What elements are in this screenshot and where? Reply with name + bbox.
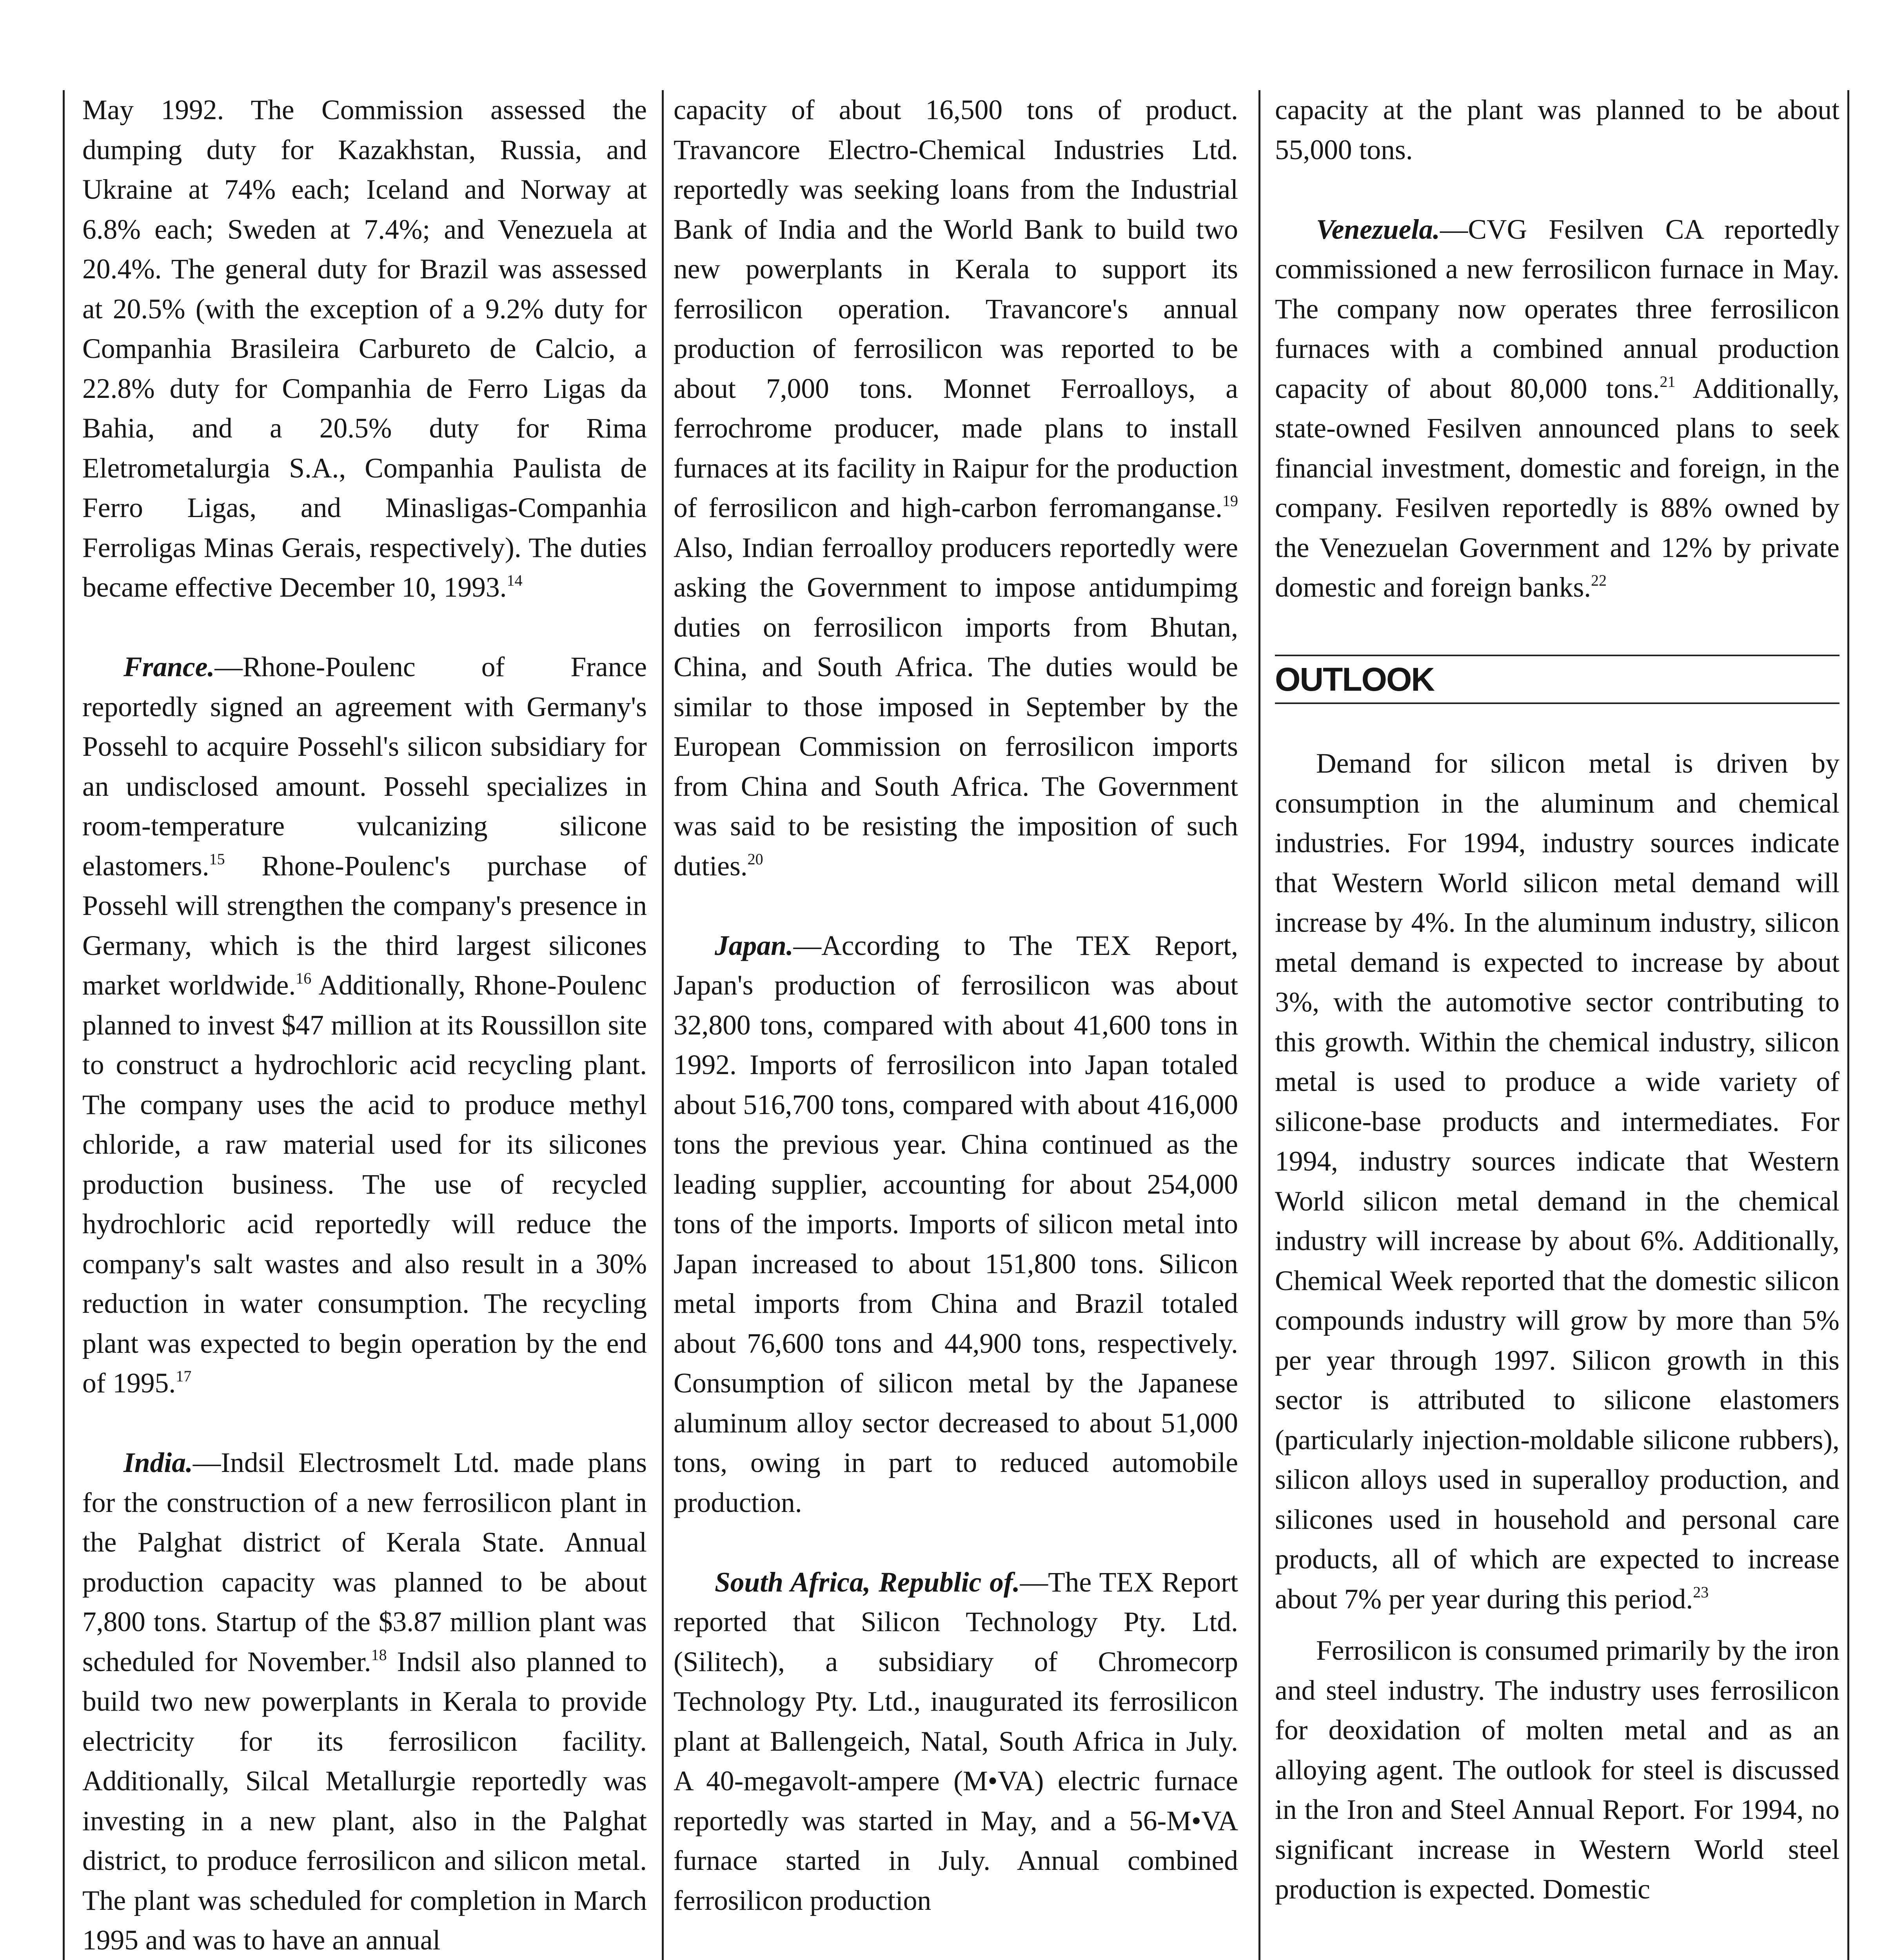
column-3 — [1275, 90, 1839, 1909]
footnote-ref: 23 — [1693, 1583, 1709, 1601]
column-rule-right — [1847, 90, 1849, 1960]
section-heading-india: India. — [123, 1447, 193, 1478]
footnote-ref: 20 — [747, 850, 763, 868]
column-rule-center-left — [662, 90, 664, 1960]
outlook-ferrosilicon-paragraph: Ferrosilicon is consumed primarily by the iron and steel industry. The industry uses ferrosilicon for deoxidation of molten metal and as an alloying agent. The outlook for steel is discussed in the Iron and Steel Annual Report. For 1994, no significant increase in Western World steel production is expected. Domestic — [1275, 1635, 1839, 1905]
footnote-ref: 14 — [507, 572, 523, 589]
section-heading-south-africa: South Africa, Republic of. — [715, 1566, 1020, 1598]
footnote-ref: 19 — [1222, 492, 1238, 510]
footnote-ref: 16 — [296, 969, 312, 987]
india-continued-paragraph: capacity of about 16,500 tons of product. Travancore Electro-Chemical Industries Ltd. reportedly was seeking loans from the Industrial Bank of India and the World Bank to build two new powerplants in Kerala to support its ferrosilicon operation. Travancore's annual production of ferrosilicon was reported to be about 7,000 tons. Monnet Ferroalloys, a ferrochrome producer, made plans to install furnaces at its facility in Raipur for the production of ferrosilicon and high-carbon ferromanganse.$^{19}$ Also, Indian ferroalloy producers reportedly were asking the Government to impose antidumpimg duties on ferrosilicon imports from Bhutan, China, and South Africa. The duties would be similar to those imposed in September by the European Commission on ferrosilicon imports from China and South Africa. The Government was said to be resisting the imposition of such duties.$^{20}$ — [674, 94, 1238, 882]
india-paragraph: India.—Indsil Electrosmelt Ltd. made plans for the construction of a new ferrosilicon plant in the Palghat district of Kerala State. Annual production capacity was planned to be about 7,800 tons. Startup of the $3.87 million plant was scheduled for November.$^{18}$ Indsil also planned to build two new powerplants in Kerala to provide electricity for its ferrosilicon facility. Additionally, Silcal Metallurgie reportedly was investing in a new plant, also in the Palghat district, to produce ferrosilicon and silicon metal. The plant was scheduled for completion in March 1995 and was to have an annual — [82, 1447, 647, 1956]
section-heading-japan: Japan. — [715, 930, 794, 961]
south-africa-continued-paragraph: capacity at the plant was planned to be about 55,000 tons. — [1275, 94, 1839, 165]
section-heading-france: France. — [123, 652, 215, 682]
outlook-heading: OUTLOOK — [1275, 661, 1434, 698]
outlook-heading-block — [1275, 655, 1839, 704]
footnote-ref: 21 — [1660, 372, 1676, 390]
footnote-ref: 18 — [371, 1646, 387, 1664]
footnote-ref: 17 — [176, 1367, 192, 1385]
outlook-rule-bottom — [1275, 702, 1839, 704]
column-rule-left — [63, 90, 65, 1960]
eu-duty-paragraph: May 1992. The Commission assessed the dumping duty for Kazakhstan, Russia, and Ukraine at 74% each; Iceland and Norway at 6.8% each; Sweden at 7.4%; and Venezuela at 20.4%. The general duty for Brazil was assessed at 20.5% (with the exception of a 9.2% duty for Companhia Brasileira Carbureto de Calcio, a 22.8% duty for Companhia de Ferro Ligas da Bahia, and a 20.5% duty for Rima Eletrometalurgia S.A., Companhia Paulista de Ferro Ligas, and Minasligas-Companhia Ferroligas Minas Gerais, respectively). The duties became effective December 10, 1993.14 — [82, 94, 647, 603]
section-heading-venezuela: Venezuela. — [1316, 214, 1440, 245]
south-africa-paragraph: South Africa, Republic of.—The TEX Report reported that Silicon Technology Pty. Ltd. (Silitech), a subsidiary of Chromecorp Technology Pty. Ltd., inaugurated its ferrosilicon plant at Ballengeich, Natal, South Africa in July. A 40-megavolt-ampere (M•VA) electric furnace reportedly was started in May, and a 56-M•VA furnace started in July. Annual combined ferrosilicon production — [674, 1566, 1238, 1916]
footnote-ref: 22 — [1591, 572, 1607, 589]
footnote-ref: 15 — [209, 850, 225, 868]
france-paragraph: France.—Rhone-Poulenc of France reportedly signed an agreement with Germany's Possehl to acquire Possehl's silicon subsidiary for an undisclosed amount. Possehl specializes in room-temperature vulcanizing silicone elastomers.$^{15}$ Rhone-Poulenc's purchase of Possehl will strengthen the company's presence in Germany, which is the third largest silicones market worldwide.$^{16}$ Additionally, Rhone-Poulenc planned to invest $47 million at its Roussillon site to construct a hydrochloric acid recycling plant. The company uses the acid to produce methyl chloride, a raw material used for its silicones production business. The use of recycled hydrochloric acid reportedly will reduce the company's salt wastes and also result in a 30% reduction in water consumption. The recycling plant was expected to begin operation by the end of 1995.17 — [82, 652, 647, 1399]
column-rule-center-right — [1258, 90, 1260, 1960]
column-1 — [82, 90, 647, 1960]
venezuela-paragraph: Venezuela.—CVG Fesilven CA reportedly commissioned a new ferrosilicon furnace in May. The company now operates three ferrosilicon furnaces with a combined annual production capacity of about 80,000 tons.$^{21}$ Additionally, state-owned Fesilven announced plans to seek financial investment, domestic and foreign, in the company. Fesilven reportedly is 88% owned by the Venezuelan Government and 12% by private domestic and foreign banks.$^{22}$ — [1275, 214, 1839, 603]
outlook-silicon-paragraph: Demand for silicon metal is driven by consumption in the aluminum and chemical industries. For 1994, industry sources indicate that Western World silicon metal demand will increase by 4%. In the aluminum industry, silicon metal demand is expected to increase by about 3%, with the automotive sector contributing to this growth. Within the chemical industry, silicon metal is used to produce a wide variety of silicone-base products and intermediates. For 1994, industry sources indicate that Western World silicon metal demand in the chemical industry will increase by about 6%. Additionally, Chemical Week reported that the domestic silicon compounds industry will grow by more than 5% per year through 1997. Silicon growth in this sector is attributed to silicone elastomers (particularly injection-moldable silicone rubbers), silicon alloys used in superalloy production, and silicones used in household and personal care products, all of which are expected to increase about 7% per year during this period.$^{23}$ — [1275, 748, 1839, 1615]
column-2 — [674, 90, 1238, 1920]
japan-paragraph: Japan.—According to The TEX Report, Japan's production of ferrosilicon was about 32,800 tons, compared with about 41,600 tons in 1992. Imports of ferrosilicon into Japan totaled about 516,700 tons, compared with about 416,000 tons the previous year. China continued as the leading supplier, accounting for about 254,000 tons of the imports. Imports of silicon metal into Japan increased to about 151,800 tons. Silicon metal imports from China and Brazil totaled about 76,600 tons and 44,900 tons, respectively. Consumption of silicon metal by the Japanese aluminum alloy sector decreased to about 51,000 tons, owing in part to reduced automobile production. — [674, 930, 1238, 1518]
